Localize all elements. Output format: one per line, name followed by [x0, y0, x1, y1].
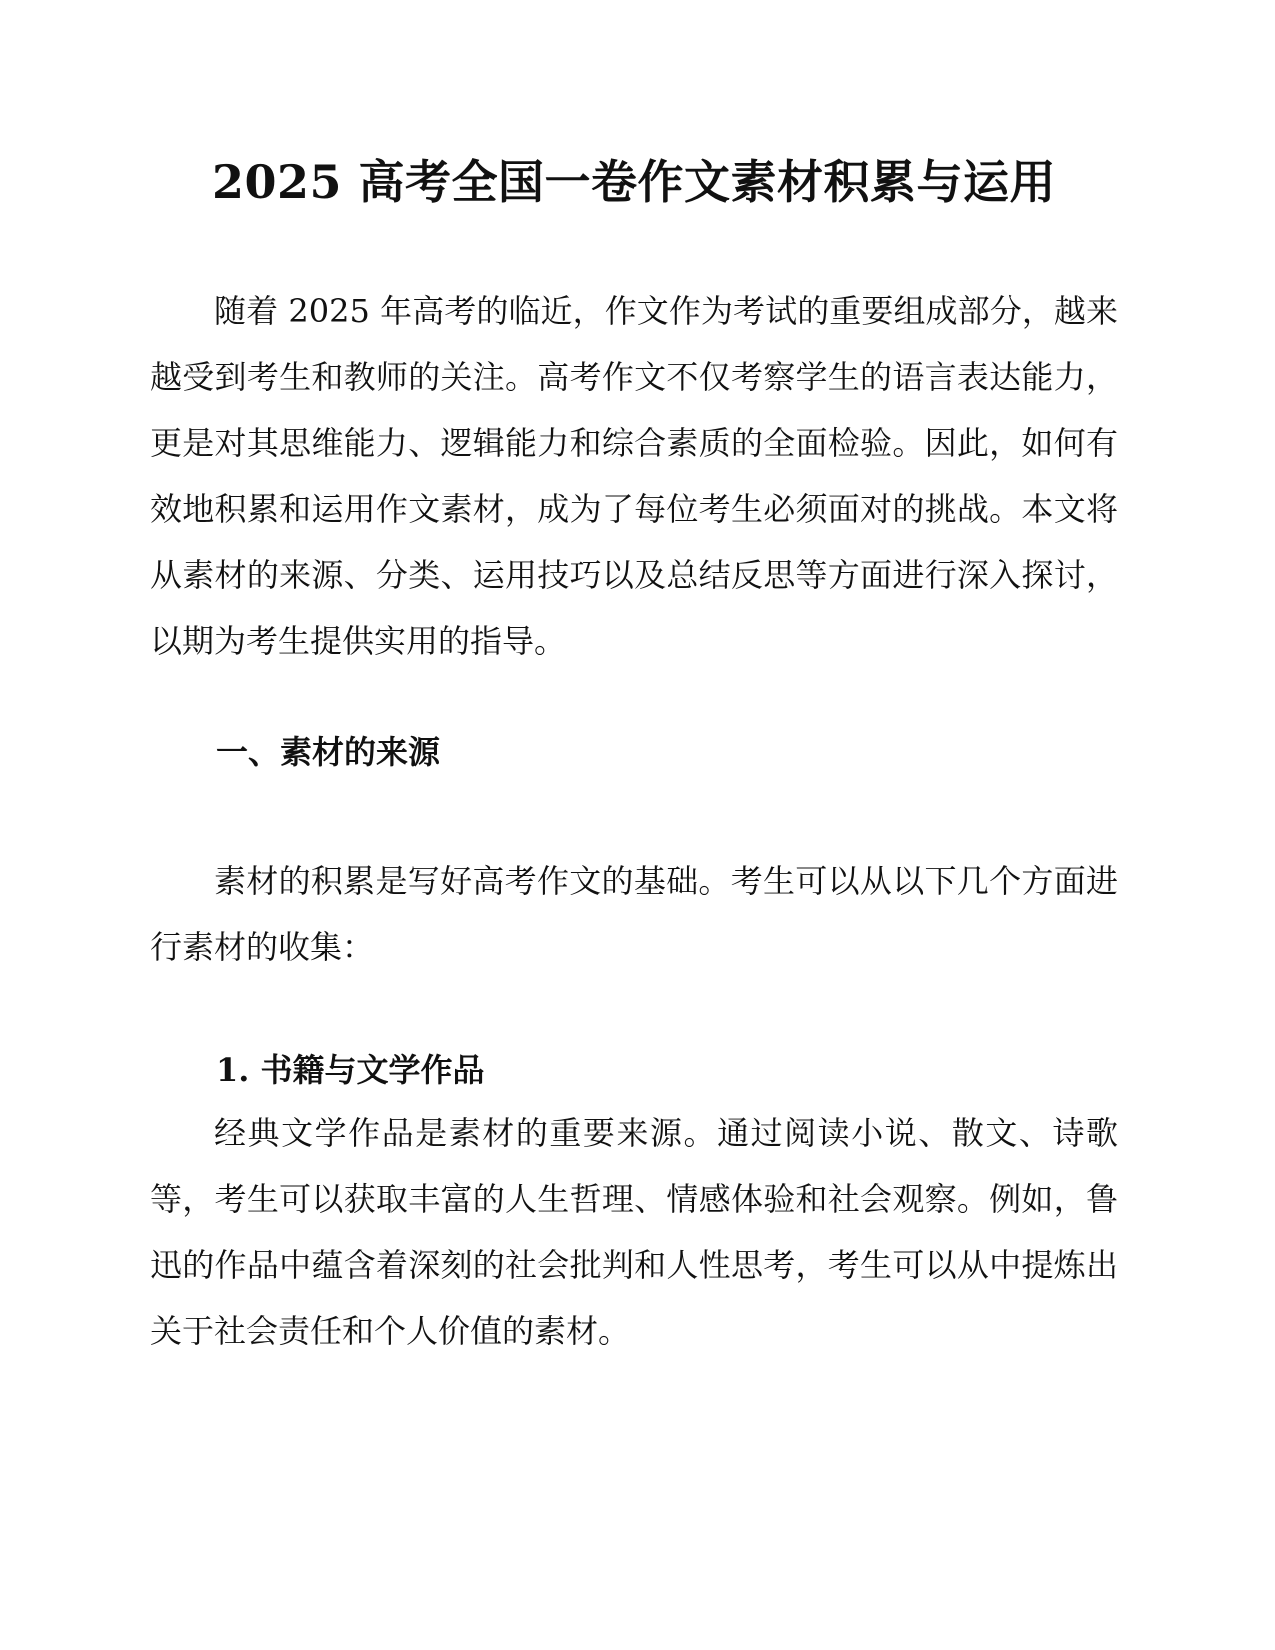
- subsection-1-paragraph: 经典文学作品是素材的重要来源。通过阅读小说、散文、诗歌等，考生可以获取丰富的人生哲理、情感体验和社会观察。例如，鲁迅的作品中蕴含着深刻的社会批判和人性思考，考生可以从中提炼出关于社会责任和个人价值的素材。: [150, 1114, 1118, 1350]
- subsection-1-heading: 1. 书籍与文学作品: [216, 1051, 485, 1089]
- document-title: 2025 高考全国一卷作文素材积累与运用: [211, 155, 1057, 209]
- intro-paragraph: 随着 2025 年高考的临近，作文作为考试的重要组成部分，越来越受到考生和教师的关注。高考作文不仅考察学生的语言表达能力，更是对其思维能力、逻辑能力和综合素质的全面检验。因此，如何有效地积累和运用作文素材，成为了每位考生必须面对的挑战。本文将从素材的来源、分类、运用技巧以及总结反思等方面进行深入探讨，以期为考生提供实用的指导。: [150, 292, 1118, 660]
- section-1-paragraph: 素材的积累是写好高考作文的基础。考生可以从以下几个方面进行素材的收集：: [150, 862, 1118, 966]
- section-1-heading: 一、素材的来源: [216, 733, 441, 771]
